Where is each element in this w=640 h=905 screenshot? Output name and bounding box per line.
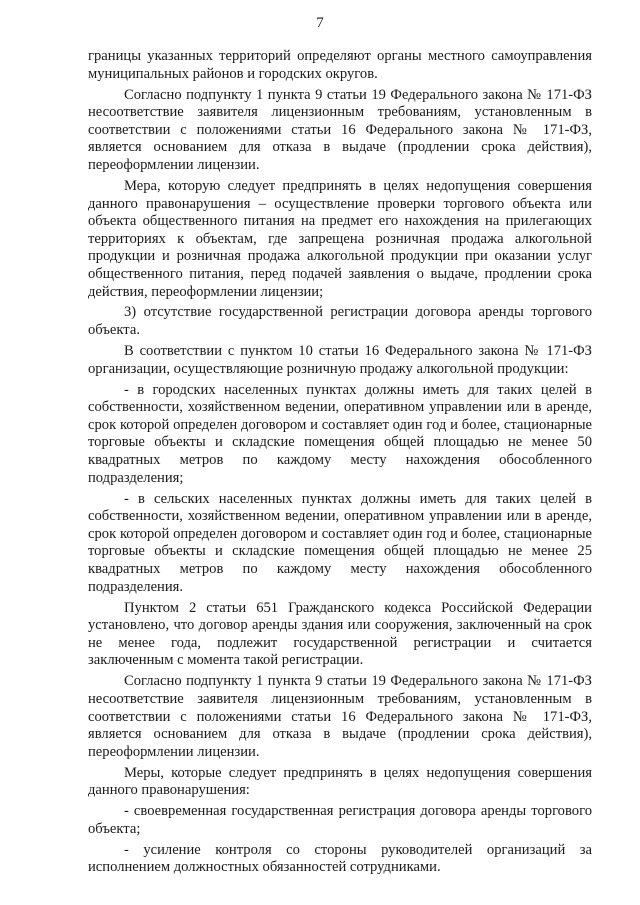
paragraph-5: В соответствии с пунктом 10 статьи 16 Федерального закона № 171-ФЗ организации, осуществляющие розничную продажу алкогольной продукции: — [88, 343, 592, 377]
paragraph-7: - в сельских населенных пунктах должны иметь для таких целей в собственности, хозяйственном ведении, оперативном управлении или в аренде, срок которой определен договором и составляет один год и более, стационарные торговые объекты и складские помещения общей площадью не менее 25 квадратных метров по каждому месту нахождения обособленного подразделения. — [88, 490, 592, 595]
paragraph-8: Пунктом 2 статьи 651 Гражданского кодекса Российской Федерации установлено, что договор аренды здания или сооружения, заключенный на срок не менее года, подлежит государственной регистрации и считается заключенным с момента такой регистрации. — [88, 599, 592, 669]
paragraph-11: - своевременная государственная регистрация договора аренды торгового объекта; — [88, 803, 592, 837]
paragraph-1: границы указанных территорий определяют органы местного самоуправления муниципальных районов и городских округов. — [88, 48, 592, 82]
paragraph-3: Мера, которую следует предпринять в целях недопущения совершения данного правонарушения – осуществление проверки торгового объекта или объекта общественного питания на предмет его нахождения на прилегающих территориях к объектам, где запрещена розничная продажа алкогольной продукции и розничная продажа алкогольной продукции при оказании услуг общественного питания, перед подачей заявления о выдаче, продлении срока действия, переоформлении лицензии; — [88, 177, 592, 300]
paragraph-4: 3) отсутствие государственной регистрации договора аренды торгового объекта. — [88, 304, 592, 339]
page-number: 7 — [316, 15, 324, 31]
paragraph-10: Меры, которые следует предпринять в целях недопущения совершения данного правонарушения: — [88, 764, 592, 799]
document-body — [88, 48, 592, 880]
paragraph-9: Согласно подпункту 1 пункта 9 статьи 19 Федерального закона № 171-ФЗ несоответствие заявителя лицензионным требованиям, установленным в соответствии с положениями статьи 16 Федерального закона № 171-ФЗ, является основанием для отказа в выдаче (продлении срока действия), переоформлении лицензии. — [88, 673, 592, 760]
paragraph-6: - в городских населенных пунктах должны иметь для таких целей в собственности, хозяйственном ведении, оперативном управлении или в аренде, срок которой определен договором и составляет один год и более, стационарные торговые объекты и складские помещения общей площадью не менее 50 квадратных метров по каждому месту нахождения обособленного подразделения; — [88, 381, 592, 486]
paragraph-2: Согласно подпункту 1 пункта 9 статьи 19 Федерального закона № 171-ФЗ несоответствие заявителя лицензионным требованиям, установленным в соответствии с положениями статьи 16 Федерального закона № 171-ФЗ, является основанием для отказа в выдаче (продлении срока действия), переоформлении лицензии. — [88, 86, 592, 173]
paragraph-12: - усиление контроля со стороны руководителей организаций за исполнением должностных обязанностей сотрудниками. — [88, 841, 592, 876]
